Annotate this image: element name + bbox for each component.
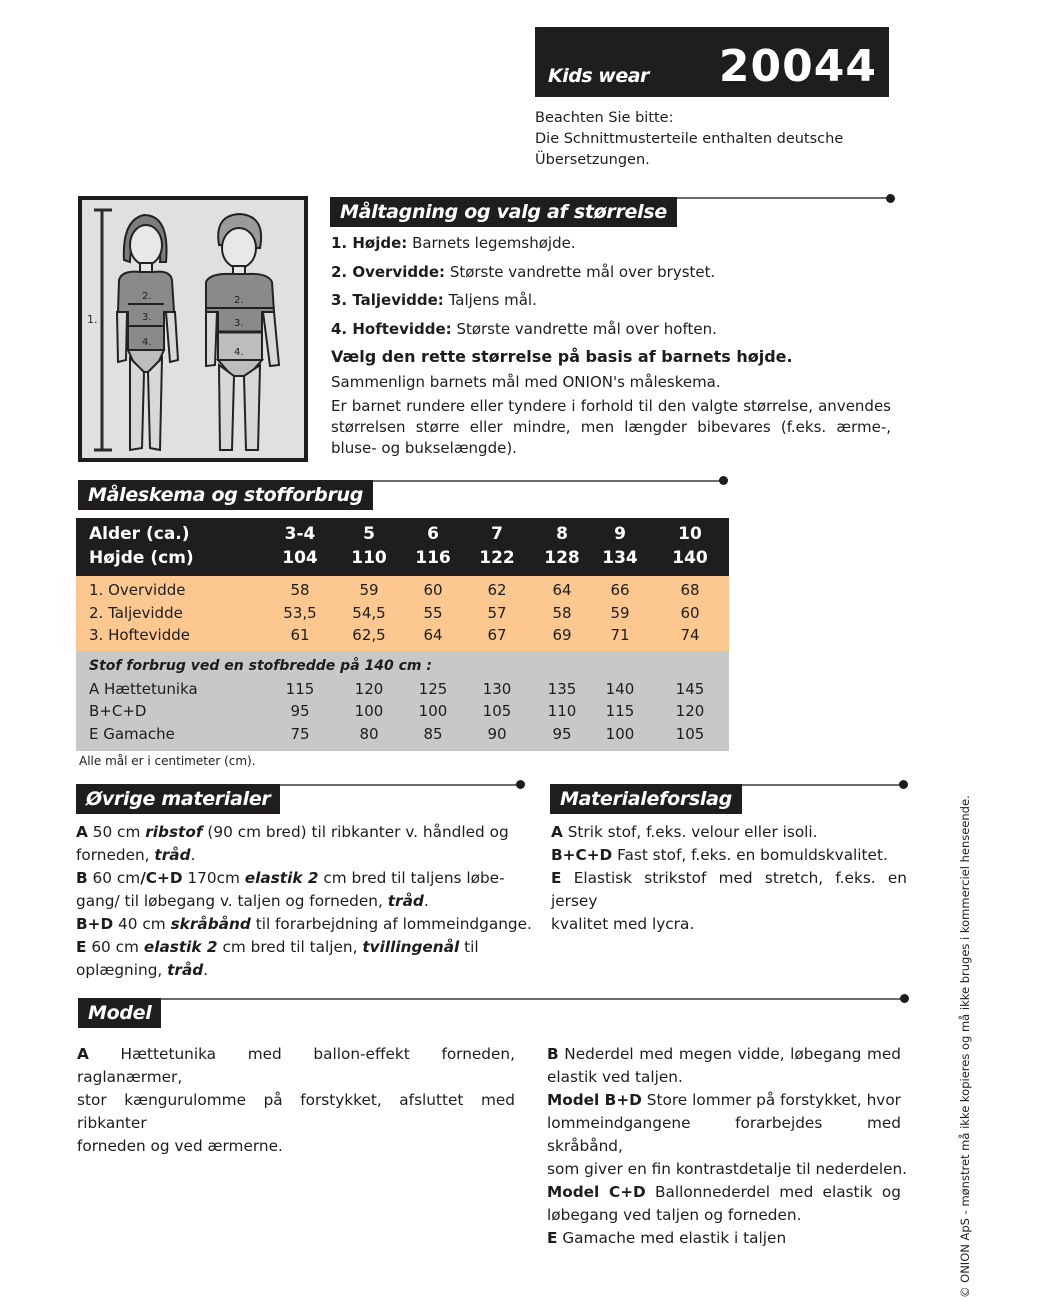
- table-cell: 7: [491, 524, 503, 544]
- table-cell: 59: [359, 581, 379, 599]
- section-rule-dot: [516, 780, 525, 789]
- table-cell: 75: [290, 725, 310, 744]
- table-cell: 134: [602, 548, 638, 568]
- translation-notice: [535, 108, 843, 171]
- label-height: 1.: [87, 313, 98, 326]
- category-label: Kids wear: [548, 65, 649, 87]
- measure-term: 4. Hoftevidde:: [331, 319, 452, 338]
- section-heading-other-materials: Øvrige materialer: [76, 784, 280, 814]
- notice-line: Die Schnittmusterteile enthalten deutsche: [535, 131, 844, 147]
- fabric-consumption: [76, 651, 729, 751]
- table-row: [76, 624, 729, 647]
- table-cell: 3-4: [284, 524, 316, 544]
- table-cell: 105: [482, 702, 512, 721]
- section-rule-dot: [900, 994, 909, 1003]
- children-figures-drawing: [82, 200, 304, 458]
- row-label: 1. Overvidde: [89, 581, 186, 599]
- table-cell: 55: [423, 603, 443, 622]
- material-line-e-cont: oplægning, tråd.: [76, 961, 209, 979]
- table-cell: 140: [605, 679, 635, 698]
- other-materials-list: [76, 821, 532, 982]
- label-hip: 4.: [234, 347, 244, 358]
- material-line-a-cont: forneden, tråd.: [76, 846, 196, 864]
- table-cell: 100: [354, 702, 384, 721]
- material-line-e: E 60 cm elastik 2 cm bred til taljen, tvillingenål til: [76, 938, 479, 956]
- label-chest: 2.: [142, 291, 152, 302]
- suggestion-a: A Strik stof, f.eks. velour eller isoli.: [551, 823, 818, 841]
- table-cell: 104: [282, 548, 318, 568]
- row-label: Alder (ca.): [89, 524, 190, 544]
- table-cell: 67: [487, 626, 507, 645]
- table-cell: 74: [680, 626, 700, 645]
- section-rule-dot: [899, 780, 908, 789]
- table-cell: 58: [290, 581, 310, 599]
- table-header-row-age: [76, 522, 729, 546]
- body-measurements: [76, 576, 729, 651]
- measure-desc: Største vandrette mål over brystet.: [449, 262, 716, 281]
- table-cell: 135: [547, 679, 577, 698]
- table-cell: 80: [359, 725, 379, 744]
- table-cell: 85: [423, 725, 443, 744]
- section-rule-dot: [886, 194, 895, 203]
- table-cell: 69: [552, 626, 572, 645]
- measure-item: [331, 231, 891, 260]
- model-cd: Model C+D Ballonnederdel med elastik og: [547, 1183, 901, 1201]
- model-description-a: A Hættetunika med ballon-effekt forneden, raglanærmer, stor kængurulomme på forstykket, afsluttet med ribkanter forneden og ved ærmerne.: [77, 1045, 515, 1155]
- label-waist: 3.: [234, 318, 244, 329]
- table-cell: 64: [552, 581, 572, 599]
- table-cell: 58: [552, 603, 572, 622]
- table-cell: 145: [675, 679, 705, 698]
- table-cell: 122: [479, 548, 515, 568]
- table-cell: 6: [427, 524, 439, 544]
- table-cell: 60: [423, 581, 443, 599]
- table-cell: 54,5: [352, 603, 386, 622]
- table-cell: 61: [290, 626, 310, 645]
- section-rule-dot: [719, 476, 728, 485]
- table-row: [76, 700, 729, 723]
- row-label: Højde (cm): [89, 548, 194, 568]
- copyright-notice: © ONION ApS - mønstret må ikke kopieres og må ikke bruges i kommerciel henseende.: [958, 795, 972, 1298]
- table-cell: 5: [363, 524, 375, 544]
- row-label: 3. Hoftevidde: [89, 626, 190, 645]
- label-hip: 4.: [142, 337, 152, 348]
- material-line-bd: B+D 40 cm skråbånd til forarbejdning af lommeindgange.: [76, 915, 532, 933]
- table-cell: 60: [680, 603, 700, 622]
- measure-term: 2. Overvidde:: [331, 262, 446, 281]
- model-b: B Nederdel med megen vidde, løbegang med: [547, 1045, 901, 1063]
- size-chart-table: [76, 518, 729, 751]
- table-cell: 110: [351, 548, 387, 568]
- table-cell: 66: [610, 581, 630, 599]
- section-rule: [78, 998, 904, 1000]
- size-choice-instruction: Vælg den rette størrelse på basis af barnets højde.: [331, 347, 793, 366]
- model-bd: Model B+D Store lommer på forstykket, hvor: [547, 1091, 901, 1109]
- notice-line: Beachten Sie bitte:: [535, 110, 674, 126]
- label-waist: 3.: [142, 312, 152, 323]
- table-cell: 62,5: [352, 626, 386, 645]
- table-cell: 125: [418, 679, 448, 698]
- row-label: B+C+D: [89, 702, 147, 721]
- table-cell: 105: [675, 725, 705, 744]
- units-note: Alle mål er i centimeter (cm).: [79, 754, 256, 768]
- table-header: [76, 518, 729, 576]
- row-label: 2. Taljevidde: [89, 603, 183, 622]
- pattern-number: 20044: [718, 41, 877, 92]
- suggestion-e-cont: kvalitet med lycra.: [551, 915, 695, 933]
- measuring-instructions: [331, 231, 891, 462]
- pattern-badge: [535, 27, 889, 97]
- fit-advice: Er barnet rundere eller tyndere i forhold til den valgte størrelse, anvendes størrelsen større eller mindre, men længder bibevares (f.eks. ærme-, bluse- og bukselængde).: [331, 397, 891, 457]
- table-cell: 8: [556, 524, 568, 544]
- measure-item: [331, 260, 891, 289]
- table-row: [76, 723, 729, 746]
- table-cell: 120: [354, 679, 384, 698]
- measure-desc: Største vandrette mål over hoften.: [456, 319, 717, 338]
- material-line-b-cont: gang/ til løbegang v. taljen og forneden, tråd.: [76, 892, 429, 910]
- model-descriptions-right: B Nederdel med megen vidde, løbegang med elastik ved taljen. Model B+D Store lommer på forstykket, hvor lommeindgangene forarbejdes med skråbånd, som giver en fin kontrastdetalje til nederdelen. Model C+D Ballonnederdel med elastik og løbegang ved taljen og forneden. E Gamache med elastik i taljen: [547, 1043, 901, 1250]
- section-heading-measuring: Måltagning og valg af størrelse: [330, 197, 677, 227]
- material-line-a: A 50 cm ribstof (90 cm bred) til ribkanter v. håndled og: [76, 823, 509, 841]
- table-cell: 140: [672, 548, 708, 568]
- label-chest: 2.: [234, 295, 244, 306]
- material-suggestions-list: [551, 821, 907, 936]
- row-label: A Hættetunika: [89, 679, 198, 698]
- table-cell: 62: [487, 581, 507, 599]
- row-label: E Gamache: [89, 725, 175, 744]
- table-cell: 120: [675, 702, 705, 721]
- fabric-title-row: [76, 655, 729, 678]
- section-heading-material-suggestions: Materialeforslag: [550, 784, 742, 814]
- measure-desc: Taljens mål.: [448, 291, 537, 309]
- suggestion-bcd: B+C+D Fast stof, f.eks. en bomuldskvalitet.: [551, 846, 888, 864]
- table-cell: 100: [418, 702, 448, 721]
- fabric-consumption-title: Stof forbrug ved en stofbredde på 140 cm :: [89, 658, 432, 675]
- measure-item: [331, 288, 891, 317]
- table-cell: 71: [610, 626, 630, 645]
- table-cell: 9: [614, 524, 626, 544]
- table-cell: 59: [610, 603, 630, 622]
- table-row: [76, 678, 729, 701]
- table-cell: 100: [605, 725, 635, 744]
- compare-instruction: Sammenlign barnets mål med ONION's måleskema.: [331, 373, 721, 391]
- table-cell: 110: [547, 702, 577, 721]
- measure-item: [331, 317, 891, 346]
- table-cell: 116: [415, 548, 451, 568]
- table-cell: 53,5: [283, 603, 317, 622]
- table-cell: 10: [678, 524, 702, 544]
- table-cell: 64: [423, 626, 443, 645]
- material-line-b: B 60 cm/C+D 170cm elastik 2 cm bred til taljens løbe-: [76, 869, 505, 887]
- table-row: [76, 579, 729, 602]
- table-header-row-height: [76, 546, 729, 570]
- table-row: [76, 602, 729, 625]
- measure-term: 1. Højde:: [331, 234, 408, 252]
- table-cell: 115: [285, 679, 315, 698]
- suggestion-e: E Elastisk strikstof med stretch, f.eks. en jersey: [551, 869, 907, 910]
- table-cell: 128: [544, 548, 580, 568]
- table-cell: 57: [487, 603, 507, 622]
- table-cell: 95: [290, 702, 310, 721]
- model-e: E Gamache med elastik i taljen: [547, 1229, 787, 1247]
- measure-term: 3. Taljevidde:: [331, 291, 444, 309]
- section-heading-size-chart: Måleskema og stofforbrug: [78, 480, 373, 510]
- measurement-illustration: [78, 196, 308, 462]
- notice-line: Übersetzungen.: [535, 152, 650, 168]
- section-heading-model: Model: [78, 998, 161, 1028]
- table-cell: 90: [487, 725, 507, 744]
- table-cell: 115: [605, 702, 635, 721]
- measure-desc: Barnets legemshøjde.: [412, 234, 576, 252]
- table-cell: 68: [680, 581, 700, 599]
- table-cell: 130: [482, 679, 512, 698]
- table-cell: 95: [552, 725, 572, 744]
